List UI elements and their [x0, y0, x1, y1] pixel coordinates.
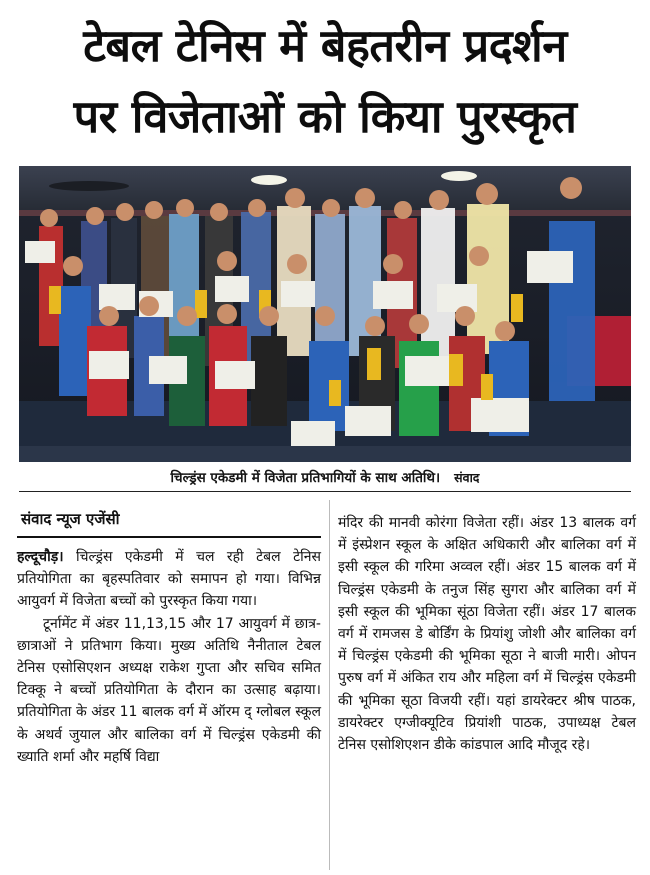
byline-rule [17, 536, 321, 538]
headline-line-2: पर विजेताओं को किया पुरस्कृत [73, 90, 577, 143]
headline-line-1: टेबल टेनिस में बेहतरीन प्रदर्शन [83, 19, 567, 72]
article-paragraph-1 [17, 546, 321, 613]
article-paragraph-2-continued: मंदिर की मानवी कोरंगा विजेता रहीं। अंडर 13 बालक वर्ग में इंस्प्रेशन स्कूल के अक्षित अधिकारी और बालिका वर्ग में इसी स्कूल की गरिमा अव्वल रहीं। अंडर 15 बालक वर्ग में चिल्ड्रंस एकेडमी के तनुज सिंह सुगरा और बालिका वर्ग में इसी स्कूल की भूमिका सूंठा विजेता रहीं। अंडर 17 बालक वर्ग में रामजस डे बोर्डिंग के प्रियांशु जोशी और बालिका वर्ग में चिल्ड्रंस एकेडमी की भूमिका सूठा ने बाजी मारी। ओपन पुरुष वर्ग में अंकित राय और महिला वर्ग में चिल्ड्रंस एकेडमी की भूमिका सूठा विजयी रहीं। यहां डायरेक्टर श्रीष पाठक, डायरेक्टर एग्जीक्यूटिव प्रियांशी पाठक, उपाध्यक्ष टेबल टेनिस एसोशिएशन डीके कांडपाल आदि मौजूद रहे। [338, 515, 636, 754]
photo-caption-bar [19, 463, 631, 492]
article-column-left [17, 506, 321, 768]
headline [14, 10, 636, 152]
photo-caption: चिल्ड्रंस एकेडमी में विजेता प्रतिभागियों के साथ अतिथि। [170, 470, 441, 486]
group-photo [19, 166, 631, 462]
article-paragraph-2: टूर्नामेंट में अंडर 11,13,15 और 17 आयुवर्ग में छात्र-छात्राओं ने प्रतिभाग किया। मुख्य अतिथि नैनीताल टेबल टेनिस एसोसिएशन अध्यक्ष राकेश गुप्ता और सचिव समित टिक्कू ने बच्चों प्रतियोगिता के दौरान का उत्साह बढ़ाया। प्रतियोगिता के अंडर 11 बालक वर्ग में ऑरम द् ग्लोबल स्कूल के अथर्व जुयाल और बालिका वर्ग में चिल्ड्रंस एकेडमी की ख्याति शर्मा और महर्षि विद्या [17, 615, 321, 765]
dateline: हल्दूचौड़। [17, 549, 64, 565]
paragraph-1-text: चिल्ड्रंस एकेडमी में चल रही टेबल टेनिस प्रतियोगिता का बृहस्पतिवार को समापन हो गया। विभिन्न आयुवर्ग में विजेता बच्चों को पुरस्कृत किया गया। [17, 549, 321, 610]
article-column-right [338, 512, 636, 756]
byline: संवाद न्यूज एजेंसी [21, 510, 120, 528]
photo-credit: संवाद [454, 469, 480, 485]
column-divider [329, 500, 330, 870]
